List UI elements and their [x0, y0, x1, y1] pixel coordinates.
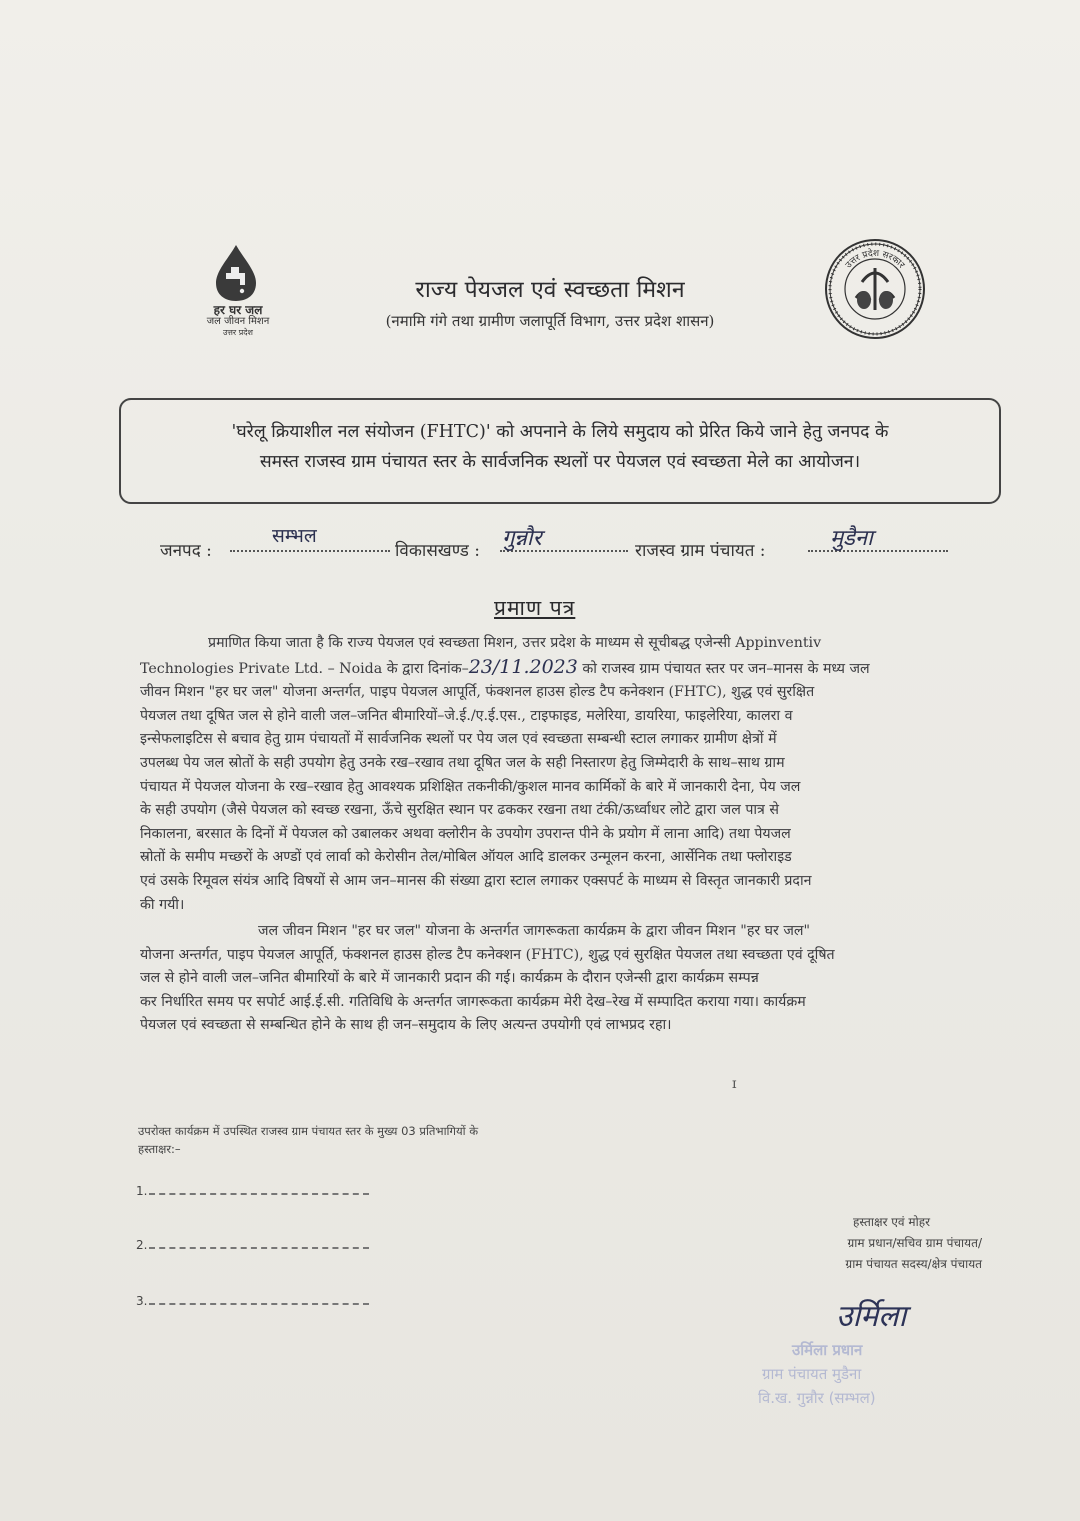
participant-signature-2: [136, 1238, 376, 1252]
program-date: 23/11.2023: [468, 655, 578, 678]
para1-line2-head: Technologies Private Ltd. – Noida के द्वारा दिनांक–: [140, 660, 469, 677]
para1-line: निकालना, बरसात के दिनों में पेयजल को उबालकर अथवा क्लोरीन के उपयोग उपरान्त पीने के प्रयोग में लाना आदि) तथा पेयजल: [140, 825, 791, 842]
certificate-paragraph-2: [140, 920, 996, 1038]
water-drop-tap-icon: [214, 243, 258, 303]
mission-subtitle: (नमामि गंगे तथा ग्रामीण जलापूर्ति विभाग, उत्तर प्रदेश शासन): [385, 312, 715, 330]
para2-line: जल से होने वाली जल–जनित बीमारियों के बारे में जानकारी प्रदान की गई। कार्यक्रम के दौरान एजेन्सी द्वारा कार्यक्रम सम्पन्न: [140, 970, 759, 987]
janpad-value: सम्भल: [272, 525, 317, 547]
para1-line: स्रोतों के समीप मच्छरों के अण्डों एवं लार्वा को केरोसीन तेल/मोबिल ऑयल आदि डालकर उन्मूलन करना, आर्सेनिक तथा फ्लोराइड: [140, 849, 792, 866]
panchayat-label: राजस्व ग्राम पंचायत :: [635, 541, 766, 561]
event-title-line1: 'घरेलू क्रियाशील नल संयोजन (FHTC)' को अपनाने के लिये समुदाय को प्रेरित किये जाने हेतु जनपद के: [231, 422, 889, 442]
logo-caption: [192, 305, 284, 338]
para1-line: उपलब्ध पेय जल स्रोतों के सही उपयोग हेतु उनके रख–रखाव तथा दूषित जल के सही निस्तारण हेतु जिम्मेदारी के साथ–साथ ग्राम: [140, 754, 785, 771]
har-ghar-jal-logo: [192, 243, 284, 343]
vikaskhand-label: विकासखण्ड :: [395, 541, 481, 561]
event-title-line2: समस्त राजस्व ग्राम पंचायत स्तर के सार्वजनिक स्थलों पर पेयजल एवं स्वच्छता मेले का आयोजन।: [259, 452, 861, 472]
signatory-line3: ग्राम पंचायत सदस्य/क्षेत्र पंचायत: [845, 1257, 982, 1271]
participant-signature-3: [136, 1294, 376, 1308]
para1-line: जीवन मिशन "हर घर जल" योजना अन्तर्गत, पाइप पेयजल आपूर्ति, फंक्शनल हाउस होल्ड टैप कनेक्शन (FHTC), शुद्ध एवं सुरक्षित: [140, 684, 815, 701]
location-fields: [160, 522, 960, 562]
para1-line: प्रमाणित किया जाता है कि राज्य पेयजल एवं स्वच्छता मिशन, उत्तर प्रदेश के माध्यम से सूचीबद्ध एजेन्सी Appinventiv: [208, 635, 822, 651]
signatory-block: [740, 1212, 1000, 1275]
event-title-box: [119, 398, 1001, 504]
vikaskhand-value: गुन्नौर: [502, 526, 542, 551]
certificate-paragraph-1: [140, 632, 996, 917]
stamp-line3: वि.ख. गुन्नौर (सम्भल): [758, 1389, 876, 1407]
logo-caption-line3: उत्तर प्रदेश: [223, 328, 253, 337]
signatory-line2: ग्राम प्रधान/सचिव ग्राम पंचायत/: [847, 1236, 982, 1250]
attendance-note: [138, 1122, 638, 1158]
para1-line: के सही उपयोग (जैसे पेयजल को स्वच्छ रखना, ऊँचे सुरक्षित स्थान पर ढककर रखना तथा टंकी/ऊर्ध्वाधर लोटे द्वारा जल पात्र से: [140, 802, 779, 819]
attendance-line2: हस्ताक्षर:–: [138, 1142, 181, 1156]
seal-text: उत्तर प्रदेश सरकार: [843, 248, 907, 271]
para1-line2-tail: को राजस्व ग्राम पंचायत स्तर पर जन–मानस के मध्य जल: [582, 660, 870, 677]
para1-line: एवं उसके रिमूवल संयंत्र आदि विषयों से आम जन–मानस की संख्या द्वारा स्टाल लगाकर एक्सपर्ट के माध्यम से विस्तृत जानकारी प्रदान: [140, 872, 812, 889]
janpad-dotted-line: [230, 548, 390, 552]
janpad-label: जनपद :: [160, 541, 212, 561]
participant-number-3: 3.: [136, 1294, 148, 1308]
up-government-seal: [824, 238, 926, 340]
para1-line: पेयजल तथा दूषित जल से होने वाली जल–जनित बीमारियों–जे.ई./ए.ई.एस., टाइफाइड, मलेरिया, डायरिया, फाइलेरिया, कालरा व: [140, 707, 793, 724]
para1-line: की गयी।: [140, 896, 185, 913]
panchayat-dotted-line: [808, 548, 948, 552]
para2-line: जल जीवन मिशन "हर घर जल" योजना के अन्तर्गत जागरूकता कार्यक्रम के द्वारा जीवन मिशन "हर घर जल": [258, 923, 811, 939]
logo-caption-line1: हर घर जल: [213, 303, 263, 317]
pradhan-stamp: [752, 1338, 992, 1418]
para1-line: इन्सेफलाइटिस से बचाव हेतु ग्राम पंचायतों में सार्वजनिक स्थलों पर पेय जल एवं स्वच्छता सम्बन्धी स्टाल लगाकर ग्रामीण क्षेत्रों में: [140, 731, 777, 748]
stamp-line1: उर्मिला प्रधान: [792, 1341, 863, 1359]
para1-line-date: [140, 656, 996, 682]
stamp-line2: ग्राम पंचायत मुडैना: [762, 1365, 862, 1383]
participant-number-2: 2.: [136, 1238, 148, 1252]
para2-line: पेयजल एवं स्वच्छता से सम्बन्धित होने के साथ ही जन–समुदाय के लिए अत्यन्त उपयोगी एवं लाभप्रद रहा।: [140, 1017, 672, 1034]
attendance-line1: उपरोक्त कार्यक्रम में उपस्थित राजस्व ग्राम पंचायत स्तर के मुख्य 03 प्रतिभागियों के: [138, 1124, 479, 1138]
certificate-heading: प्रमाण पत्र: [494, 596, 576, 620]
logo-caption-line2: जल जीवन मिशन: [206, 316, 270, 327]
panchayat-value: मुडैना: [830, 526, 873, 551]
para1-line: पंचायत में पेयजल योजना के रख–रखाव हेतु आवश्यक प्रशिक्षित तकनीकी/कुशल मानव कार्मिकों के बारे में जानकारी देना, पेय जल: [140, 778, 801, 795]
para2-line: योजना अन्तर्गत, पाइप पेयजल आपूर्ति, फंक्शनल हाउस होल्ड टैप कनेक्शन (FHTC), शुद्ध एवं सुरक्षित पेयजल तथा स्वच्छता एवं दूषित: [140, 946, 835, 963]
participant-number-1: 1.: [136, 1184, 148, 1198]
pen-mark: ɪ: [732, 1076, 737, 1092]
handwritten-signature: उर्मिला: [836, 1299, 907, 1334]
participant-signature-1: [136, 1184, 376, 1198]
signatory-line1: हस्ताक्षर एवं मोहर: [852, 1215, 930, 1229]
para2-line: कर निर्धारित समय पर सपोर्ट आई.ई.सी. गतिविधि के अन्तर्गत जागरूकता कार्यक्रम मेरी देख–रेख में सम्पादित कराया गया। कार्यक्रम: [140, 993, 806, 1010]
mission-title: राज्य पेयजल एवं स्वच्छता मिशन: [415, 277, 685, 303]
